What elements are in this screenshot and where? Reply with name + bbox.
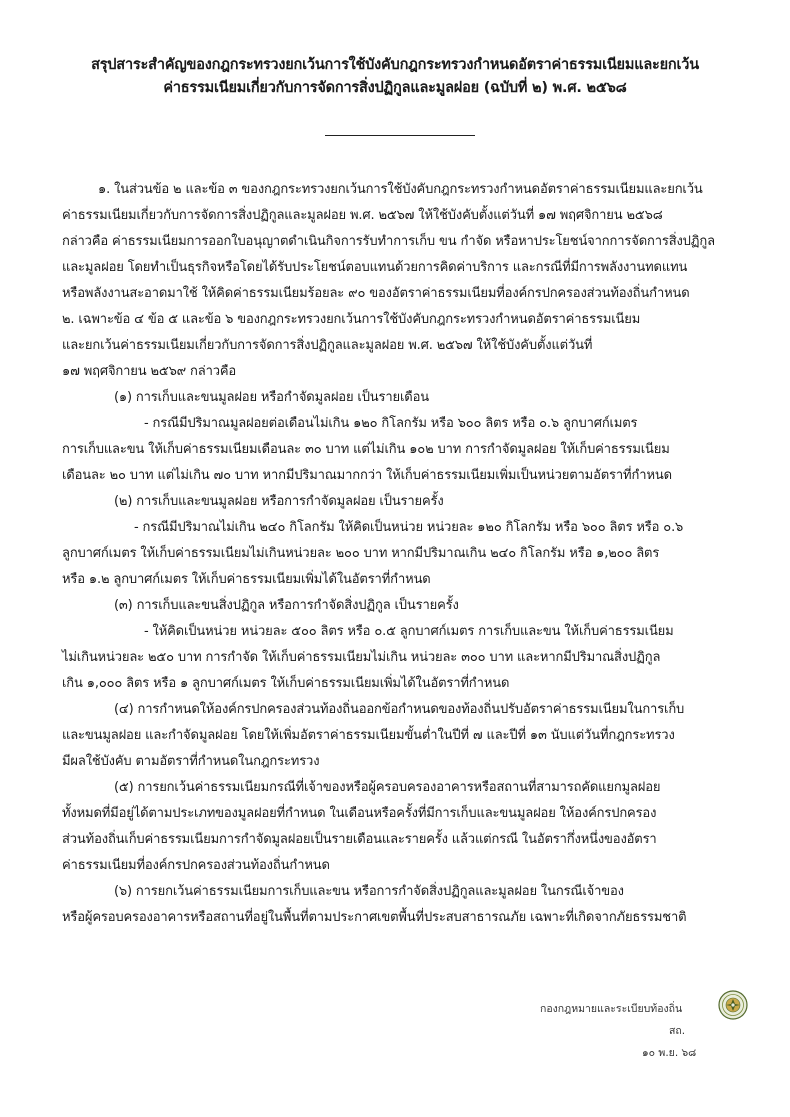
body-line: ทั้งหมดที่มีอยู่ได้ตามประเภทของมูลฝอยที่กำหนด ในเดือนหรือครั้งที่มีการเก็บและขนมูลฝอย ให้องค์กรปกครอง <box>62 806 657 821</box>
body-line: หรือผู้ครอบครองอาคารหรือสถานที่อยู่ในพื้นที่ตามประกาศเขตพื้นที่ประสบสาธารณภัย เฉพาะที่เกิดจากภัยธรรมชาติ <box>62 910 687 925</box>
body-line: หรือ ๑.๒ ลูกบาศก์เมตร ให้เก็บค่าธรรมเนียมเพิ่มได้ในอัตราที่กำหนด <box>62 572 431 587</box>
document-title-line-1: สรุปสาระสำคัญของกฎกระทรวงยกเว้นการใช้บังคับกฎกระทรวงกำหนดอัตราค่าธรรมเนียมและยกเว้น <box>91 57 699 73</box>
body-line: (๖) การยกเว้นค่าธรรมเนียมการเก็บและขน หรือการกำจัดสิ่งปฏิกูลและมูลฝอย ในกรณีเจ้าของ <box>114 884 624 899</box>
body-line: กล่าวคือ ค่าธรรมเนียมการออกใบอนุญาตดำเนินกิจการรับทำการเก็บ ขน กำจัด หรือหาประโยชน์จากการจัดการสิ่งปฏิกูล <box>62 234 715 249</box>
title-divider <box>325 135 475 136</box>
body-line: เกิน ๑,๐๐๐ ลิตร หรือ ๑ ลูกบาศก์เมตร ให้เก็บค่าธรรมเนียมเพิ่มได้ในอัตราที่กำหนด <box>62 676 510 691</box>
body-line: - ให้คิดเป็นหน่วย หน่วยละ ๕๐๐ ลิตร หรือ ๐.๕ ลูกบาศก์เมตร การเก็บและขน ให้เก็บค่าธรรมเนียม <box>144 624 674 639</box>
footer-unit: สถ. <box>669 1025 686 1037</box>
body-line: ๒. เฉพาะข้อ ๔ ข้อ ๕ และข้อ ๖ ของกฎกระทรวงยกเว้นการใช้บังคับกฎกระทรวงกำหนดอัตราค่าธรรมเนียม <box>62 312 641 327</box>
body-line: และยกเว้นค่าธรรมเนียมเกี่ยวกับการจัดการสิ่งปฏิกูลและมูลฝอย พ.ศ. ๒๕๖๗ ให้ใช้บังคับตั้งแต่วันที่ <box>62 338 593 353</box>
body-line: (๕) การยกเว้นค่าธรรมเนียมกรณีที่เจ้าของหรือผู้ครอบครองอาคารหรือสถานที่สามารถคัดแยกมูลฝอย <box>114 780 661 795</box>
body-line: (๑) การเก็บและขนมูลฝอย หรือกำจัดมูลฝอย เป็นรายเดือน <box>114 390 429 405</box>
body-line: (๔) การกำหนดให้องค์กรปกครองส่วนท้องถิ่นออกข้อกำหนดของท้องถิ่นปรับอัตราค่าธรรมเนียมในการเก็บ <box>114 702 685 717</box>
footer-org-name: กองกฎหมายและระเบียบท้องถิ่น <box>540 1003 683 1015</box>
body-line: การเก็บและขน ให้เก็บค่าธรรมเนียมเดือนละ ๓๐ บาท แต่ไม่เกิน ๑๐๒ บาท การกำจัดมูลฝอย ให้เก็บค่าธรรมเนียม <box>62 442 670 457</box>
body-line: และมูลฝอย โดยทำเป็นธุรกิจหรือโดยได้รับประโยชน์ตอบแทนด้วยการคิดค่าบริการ และกรณีที่มีการพลังงานทดแทน <box>62 260 688 275</box>
body-line: - กรณีมีปริมาณไม่เกิน ๒๔๐ กิโลกรัม ให้คิดเป็นหน่วย หน่วยละ ๑๒๐ กิโลกรัม หรือ ๖๐๐ ลิตร หรือ ๐.๖ <box>134 520 684 535</box>
body-line: เดือนละ ๒๐ บาท แต่ไม่เกิน ๗๐ บาท หากมีปริมาณมากกว่า ให้เก็บค่าธรรมเนียมเพิ่มเป็นหน่วยตามอัตราที่กำหนด <box>62 468 672 483</box>
body-line: มีผลใช้บังคับ ตามอัตราที่กำหนดในกฎกระทรวง <box>62 754 320 769</box>
body-line: - กรณีมีปริมาณมูลฝอยต่อเดือนไม่เกิน ๑๒๐ กิโลกรัม หรือ ๖๐๐ ลิตร หรือ ๐.๖ ลูกบาศก์เมตร <box>144 416 638 431</box>
document-title-line-2: ค่าธรรมเนียมเกี่ยวกับการจัดการสิ่งปฏิกูลและมูลฝอย (ฉบับที่ ๒) พ.ศ. ๒๕๖๘ <box>163 80 627 96</box>
body-line: ส่วนท้องถิ่นเก็บค่าธรรมเนียมการกำจัดมูลฝอยเป็นรายเดือนและรายครั้ง แล้วแต่กรณี ในอัตรากึ่งหนึ่งของอัตรา <box>62 832 657 847</box>
body-line: ค่าธรรมเนียมที่องค์กรปกครองส่วนท้องถิ่นกำหนด <box>62 858 330 873</box>
body-line: ค่าธรรมเนียมเกี่ยวกับการจัดการสิ่งปฏิกูลและมูลฝอย พ.ศ. ๒๕๖๗ ให้ใช้บังคับตั้งแต่วันที่ ๑๗ พฤศจิกายน ๒๕๖๘ <box>62 208 663 223</box>
body-line: และขนมูลฝอย และกำจัดมูลฝอย โดยให้เพิ่มอัตราค่าธรรมเนียมขั้นต่ำในปีที่ ๗ และปีที่ ๑๓ นับแต่วันที่กฎกระทรวง <box>62 728 675 743</box>
department-seal-icon <box>718 990 748 1020</box>
footer-date: ๑๐ พ.ย. ๖๘ <box>642 1047 697 1059</box>
body-line: หรือพลังงานสะอาดมาใช้ ให้คิดค่าธรรมเนียมร้อยละ ๙๐ ของอัตราค่าธรรมเนียมที่องค์กรปกครองส่วนท้องถิ่นกำหนด <box>62 286 690 301</box>
body-line: ๑๗ พฤศจิกายน ๒๕๖๙ กล่าวคือ <box>62 364 237 379</box>
body-line: ไม่เกินหน่วยละ ๒๕๐ บาท การกำจัด ให้เก็บค่าธรรมเนียมไม่เกิน หน่วยละ ๓๐๐ บาท และหากมีปริมาณสิ่งปฏิกูล <box>62 650 661 665</box>
body-line: (๒) การเก็บและขนมูลฝอย หรือการกำจัดมูลฝอย เป็นรายครั้ง <box>114 494 444 509</box>
body-line: ลูกบาศก์เมตร ให้เก็บค่าธรรมเนียมไม่เกินหน่วยละ ๒๐๐ บาท หากมีปริมาณเกิน ๒๔๐ กิโลกรัม หรือ ๑,๒๐๐ ลิตร <box>62 546 660 561</box>
body-line: (๓) การเก็บและขนสิ่งปฏิกูล หรือการกำจัดสิ่งปฏิกูล เป็นรายครั้ง <box>114 598 459 613</box>
body-line: ๑. ในส่วนข้อ ๒ และข้อ ๓ ของกฎกระทรวงยกเว้นการใช้บังคับกฎกระทรวงกำหนดอัตราค่าธรรมเนียมและยกเว้น <box>98 182 703 197</box>
